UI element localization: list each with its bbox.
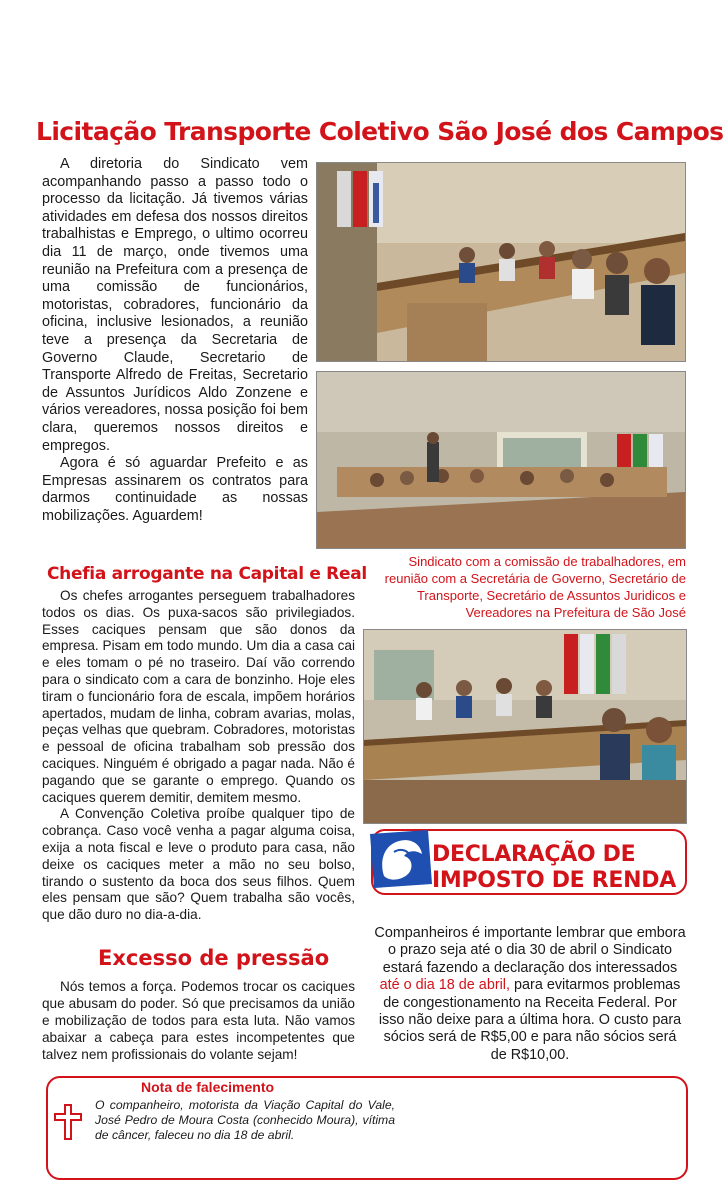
pressao-paragraph-1: Nós temos a força. Podemos trocar os caciques que abusam do poder. Só que precisamos da união e mobilização de todos para esta luta. Não vamos abaixar a cabeça para estes incompetentes que talvez nem profissionais do volante sejam! bbox=[42, 979, 355, 1062]
declaracao-deadline: até o dia 18 de abril, bbox=[379, 977, 511, 994]
declaracao-text-end: para evitarmos problemas de congestionamento na Receita Federal. Por isso não deixe para a última hora. O custo para sócios será de R$5,00 e para não sócios será de R$10,00. bbox=[378, 977, 682, 1063]
declaracao-title bbox=[432, 842, 676, 894]
intro-paragraph-2: Agora é só aguardar Prefeito e as Empresas assinarem os contratos para darmos continuidade as nossas mobilizações. Aguardem! bbox=[42, 455, 308, 524]
declaracao-title-line-2: IMPOSTO DE RENDA bbox=[432, 868, 676, 893]
photo-caption: Sindicato com a comissão de trabalhadores, em reunião com a Secretária de Governo, Secretário de Transporte, Secretário de Assuntos Juridicos e Vereadores na Prefeitura de São José bbox=[384, 554, 686, 620]
pressao-article bbox=[42, 978, 355, 1063]
declaracao-text-start: Companheiros é importante lembrar que embora o prazo seja até o dia 30 de abril o Sindicato estará fazendo a declaração dos interessados bbox=[374, 925, 686, 976]
chefia-paragraph-1: Os chefes arrogantes perseguem trabalhadores todos os dias. Os puxa-sacos são privilegiados. Esses caciques pensam que são donos da empresa. Pisam em todo mundo. Um dia a casa cai e eles tomam o pé no traseiro. Daí vão correndo para o sindicato com a cara de bonzinho. Hoje eles tiram o funcionário fora de escala, impõem horários apertados, mudam de linha, cobram avarias, molas, peças velhas que quebram. Cobradores, motoristas e pessoal de oficina trabalham sob pressão dos caciques. Ninguém é obrigado a pagar nada. Não é pagando que se garante o emprego. Quando os caciques querem demitir, demitem mesmo. bbox=[42, 588, 355, 805]
nota-title: Nota de falecimento bbox=[141, 1079, 275, 1095]
declaracao-text bbox=[374, 925, 686, 1064]
chefia-paragraph-2: A Convenção Coletiva proíbe qualquer tipo de cobrança. Caso você venha a pagar alguma coisa, exija a nota fiscal e leve o produto para casa, não deixe os caciques meter a mão no seu bolso, tirando o sustento da boca dos seus filhos. Quem eles pensam que são? Quem trabalha são vocês, que dão duro no dia-a-dia. bbox=[42, 806, 355, 923]
chefia-title: Chefia arrogante na Capital e Real bbox=[47, 564, 367, 584]
chefia-article bbox=[42, 588, 355, 924]
pressao-title: Excesso de pressão bbox=[98, 946, 330, 970]
nota-text: O companheiro, motorista da Viação Capital do Vale, José Pedro de Moura Costa (conhecido Moura), vítima de câncer, faleceu no dia 18 de abril. bbox=[95, 1098, 395, 1143]
cross-icon bbox=[53, 1103, 83, 1141]
meeting-photo-1 bbox=[316, 162, 686, 362]
intro-article bbox=[42, 156, 308, 525]
sindicato-logo-icon bbox=[366, 828, 436, 890]
page-headline: Licitação Transporte Coletivo São José dos Campos bbox=[36, 117, 724, 146]
intro-paragraph-1: A diretoria do Sindicato vem acompanhando passo a passo todo o processo da licitação. Já tivemos várias atividades em defesa dos nossos direitos trabalhistas e Emprego, o ultimo ocorreu dia 11 de março, onde tivemos uma reunião na Prefeitura com a presença de uma comissão de funcionários, motoristas, cobradores, funcionário da oficina, inclusive lesionados, a reunião teve a presença da Secretaria de Governo Claude, Secretario de Transporte Alfredo de Freitas, Secretario de Assuntos Jurídicos Aldo Zonzene e vários vereadores, nossa posição foi bem clara, queremos nossos direitos e empregos. bbox=[42, 156, 308, 454]
declaracao-title-line-1: DECLARAÇÃO DE bbox=[432, 842, 636, 867]
meeting-photo-2 bbox=[316, 371, 686, 549]
meeting-photo-3 bbox=[363, 629, 687, 824]
